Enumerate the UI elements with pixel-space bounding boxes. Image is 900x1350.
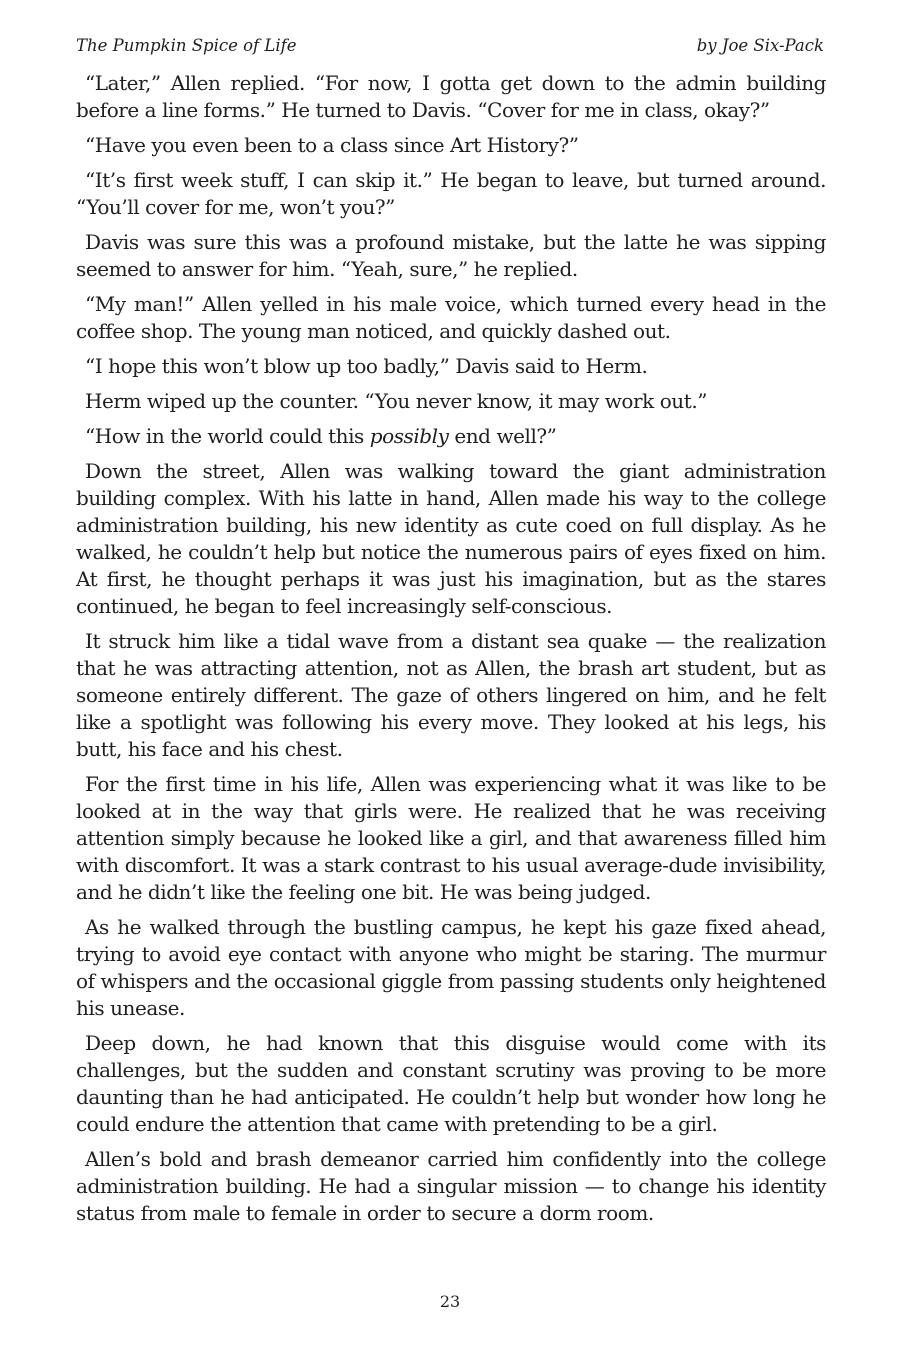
paragraph: Davis was sure this was a profound mistake, but the latte he was sipping seemed to answer for him. “Yeah, sure,” he replied. <box>76 230 826 281</box>
paragraph: “Later,” Allen replied. “For now, I gotta get down to the admin building before a line forms.” He turned to Davis. “Cover for me in class, okay?” <box>76 71 826 122</box>
paragraph: It struck him like a tidal wave from a distant sea quake — the realization that he was attracting attention, not as Allen, the brash art student, but as someone entirely different. The gaze of others lingered on him, and he felt like a spotlight was following his every move. They looked at his legs, his butt, his face and his chest. <box>76 629 826 761</box>
paragraph: Allen’s bold and brash demeanor carried him confidently into the college administration building. He had a singular mission — to change his identity status from male to female in order to secure a dorm room. <box>76 1147 826 1225</box>
paragraph: “I hope this won’t blow up too badly,” Davis said to Herm. <box>85 354 648 378</box>
emphasis-text: possibly <box>369 424 449 448</box>
paragraph-text: end well?” <box>448 424 557 448</box>
body-text <box>76 70 826 1235</box>
paragraph: For the first time in his life, Allen was experiencing what it was like to be looked at in the way that girls were. He realized that he was receiving attention simply because he looked like a girl, and that awareness filled him with discomfort. It was a stark contrast to his usual average-dude invisibility, and he didn’t like the feeling one bit. He was being judged. <box>76 772 826 904</box>
book-title: The Pumpkin Spice of Life <box>76 36 297 55</box>
running-header <box>76 36 824 56</box>
paragraph: “It’s first week stuff, I can skip it.” He began to leave, but turned around. “You’ll cover for me, won’t you?” <box>76 168 826 219</box>
page-number: 23 <box>439 1292 461 1311</box>
paragraph <box>76 423 826 450</box>
paragraph: Deep down, he had known that this disguise would come with its challenges, but the sudden and constant scrutiny was proving to be more daunting than he had anticipated. He couldn’t help but wonder how long he could endure the attention that came with pretending to be a girl. <box>76 1031 826 1136</box>
paragraph: “Have you even been to a class since Art History?” <box>85 133 579 157</box>
paragraph: Herm wiped up the counter. “You never know, it may work out.” <box>85 389 708 413</box>
author-name: by Joe Six-Pack <box>696 36 824 55</box>
paragraph-text: “How in the world could this <box>85 424 370 448</box>
paragraph: As he walked through the bustling campus, he kept his gaze fixed ahead, trying to avoid eye contact with anyone who might be staring. The murmur of whispers and the occasional giggle from passing students only heightened his unease. <box>76 915 826 1020</box>
paragraph: “My man!” Allen yelled in his male voice, which turned every head in the coffee shop. The young man noticed, and quickly dashed out. <box>76 292 826 343</box>
paragraph: Down the street, Allen was walking toward the giant administration building complex. With his latte in hand, Allen made his way to the college administration building, his new identity as cute coed on full display. As he walked, he couldn’t help but notice the numerous pairs of eyes fixed on him. At first, he thought perhaps it was just his imagination, but as the stares continued, he began to feel increasingly self-conscious. <box>76 459 826 618</box>
